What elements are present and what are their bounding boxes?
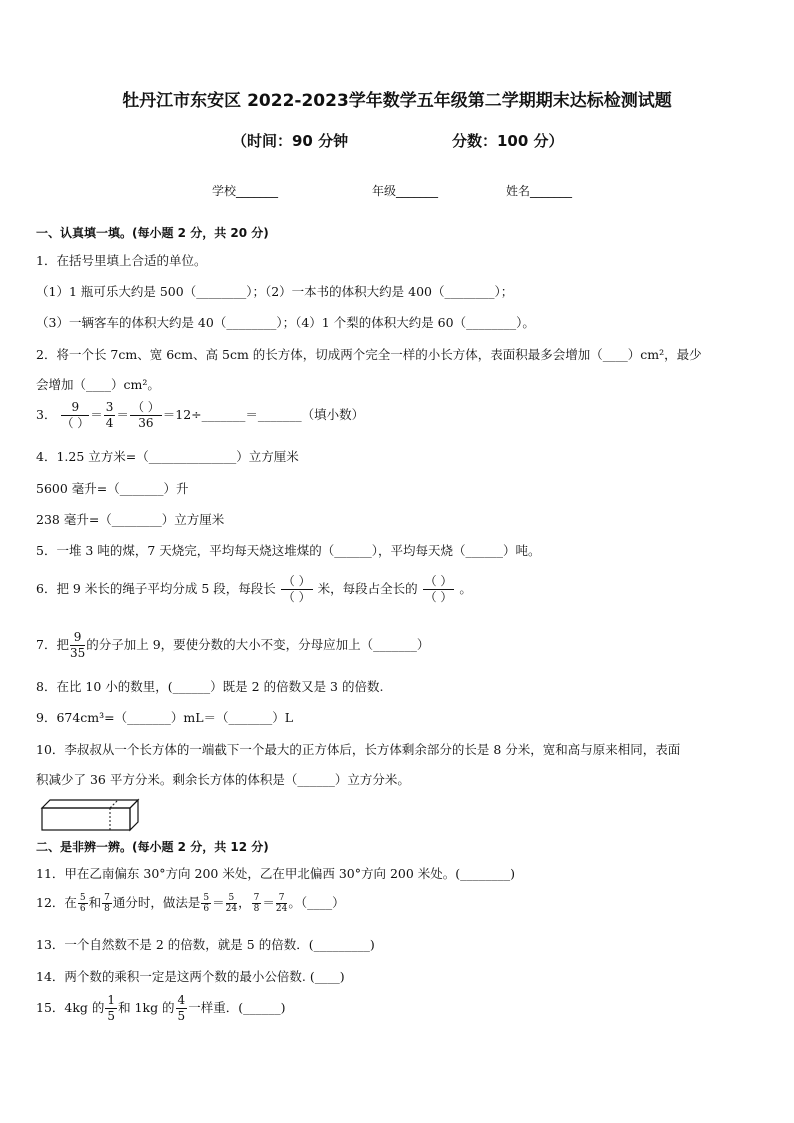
q6-fraction-1 [281,574,313,605]
q15-fraction-2 [176,993,188,1024]
q3-f2-num: 3 [105,400,114,414]
q12-f6-den: 24 [275,904,288,914]
section-1-heading: 一、认真填一填。(每小题 2 分，共 20 分) [36,226,269,240]
q12-f2-den: 8 [104,904,110,914]
q7-fraction [70,630,85,661]
q6-f2-den: （ ） [424,590,453,604]
q12-comma: ， [238,895,251,910]
q12-f5-num: 7 [253,893,260,903]
q15-text-a: 15．4kg 的 [36,1000,105,1015]
q6-fraction-2 [423,574,455,605]
q15-text-b: 和 1kg 的 [118,1000,175,1015]
question-9: 9．674cm³=（_______）mL＝（_______）L [36,710,294,725]
question-12 [36,893,345,914]
q12-f2-num: 7 [104,893,110,903]
exam-time: （时间：90 分钟 [232,132,349,150]
q6-f1-num: （ ） [282,574,311,588]
q12-fraction-6 [276,893,287,914]
question-4c: 238 毫升=（________）立方厘米 [36,512,225,527]
question-2a: 2．将一个长 7cm、宽 6cm、高 5cm 的长方体，切成两个完全一样的小长方体，表面积最多会增加（____）cm²，最少 [36,347,702,362]
q3-tail: ＝12÷_______＝_______（填小数） [162,407,365,422]
q12-fraction-5 [252,893,262,914]
q15-fraction-1 [105,993,117,1024]
q12-f6-num: 7 [276,893,287,904]
q3-f1-den: （ ） [61,416,90,430]
q6-text-c: 。 [459,581,472,596]
question-8: 8．在比 10 小的数里，(______）既是 2 的倍数又是 3 的倍数. [36,679,384,694]
question-15 [36,993,285,1024]
question-4a: 4．1.25 立方米=（______________）立方厘米 [36,449,299,464]
q12-f4-num: 5 [226,893,237,904]
q15-f1-den: 5 [107,1009,116,1023]
question-10a: 10．李叔叔从一个长方体的一端截下一个最大的正方体后，长方体剩余部分的长是 8 分米，宽和高与原来相同，表面 [36,742,681,757]
q12-eq: ＝ [212,895,225,910]
question-1: 1．在括号里填上合适的单位。 [36,253,207,268]
q12-f5-den: 8 [253,904,260,914]
question-4b: 5600 毫升=（_______）升 [36,481,189,496]
q3-fraction-1 [61,400,89,431]
q12-text-c: 。（____） [288,895,345,910]
question-7 [36,630,429,661]
q6-f1-den: （ ） [282,590,311,604]
q3-prefix: 3． [36,407,57,422]
exam-score: 分数：100 分） [452,132,564,150]
q3-f1-num: 9 [61,400,89,416]
q7-den: 35 [69,646,86,660]
question-11: 11．甲在乙南偏东 30°方向 200 米处，乙在甲北偏西 30°方向 200 米处。(________) [36,866,516,881]
q15-f2-num: 4 [177,993,186,1007]
q12-fraction-3 [201,893,211,914]
q15-text-c: 一样重．(______) [188,1000,286,1015]
q12-and: 和 [88,895,102,910]
q12-fraction-4 [226,893,237,914]
page-title: 牡丹江市东安区 2022-2023学年数学五年级第二学期期末达标检测试题 [122,91,672,111]
question-1a: （1）1 瓶可乐大约是 500（________）；（2）一本书的体积大约是 400（________）； [36,284,514,299]
question-5: 5．一堆 3 吨的煤，7 天烧完，平均每天烧这堆煤的（______），平均每天烧（______）吨。 [36,543,541,558]
q12-f3-den: 6 [203,904,210,914]
question-10b: 积减少了 36 平方分米。剩余长方体的体积是（______）立方分米。 [36,772,410,787]
question-1b: （3）一辆客车的体积大约是 40（________）；（4）1 个梨的体积大约是 60（________）。 [36,315,535,330]
q12-fraction-1 [78,893,88,914]
name-field: 姓名_______ [506,184,573,198]
q3-f2-den: 4 [105,416,114,430]
q12-text-b: 通分时，做法是 [112,895,201,910]
q3-fraction-3 [130,400,162,431]
q12-f4-den: 24 [225,904,238,914]
q3-f3-den: 36 [138,416,154,430]
question-13: 13．一个自然数不是 2 的倍数，就是 5 的倍数．(_________) [36,937,375,952]
question-14: 14．两个数的乘积一定是这两个数的最小公倍数. (____) [36,969,345,984]
q12-f1-den: 6 [79,904,86,914]
grade-field: 年级_______ [372,184,439,198]
q15-f2-den: 5 [177,1009,186,1023]
q3-eq: ＝ [90,407,103,422]
q7-text-b: 的分子加上 9，要使分数的大小不变，分母应加上（_______） [86,637,430,652]
q15-f1-num: 1 [107,993,116,1007]
q6-text-b: 米，每段占全长的 [317,581,418,596]
q12-f3-num: 5 [203,893,210,903]
q12-fraction-2 [102,893,112,914]
question-2b: 会增加（____）cm²。 [36,377,160,392]
q12-eq-2: ＝ [262,895,275,910]
q7-num: 9 [70,630,85,646]
q7-text-a: 7．把 [36,637,69,652]
question-6 [36,574,472,605]
q3-f3-num: （ ） [131,400,160,414]
q12-f1-num: 5 [79,893,86,903]
section-2-heading: 二、是非辨一辨。(每小题 2 分，共 12 分) [36,840,269,854]
school-field: 学校_______ [212,184,279,198]
cuboid-figure [40,798,144,832]
q3-eq-2: ＝ [116,407,129,422]
q6-f2-num: （ ） [424,574,453,588]
q3-fraction-2 [104,400,116,431]
question-3 [36,400,364,431]
q12-text-a: 12．在 [36,895,77,910]
q6-text-a: 6．把 9 米长的绳子平均分成 5 段，每段长 [36,581,276,596]
